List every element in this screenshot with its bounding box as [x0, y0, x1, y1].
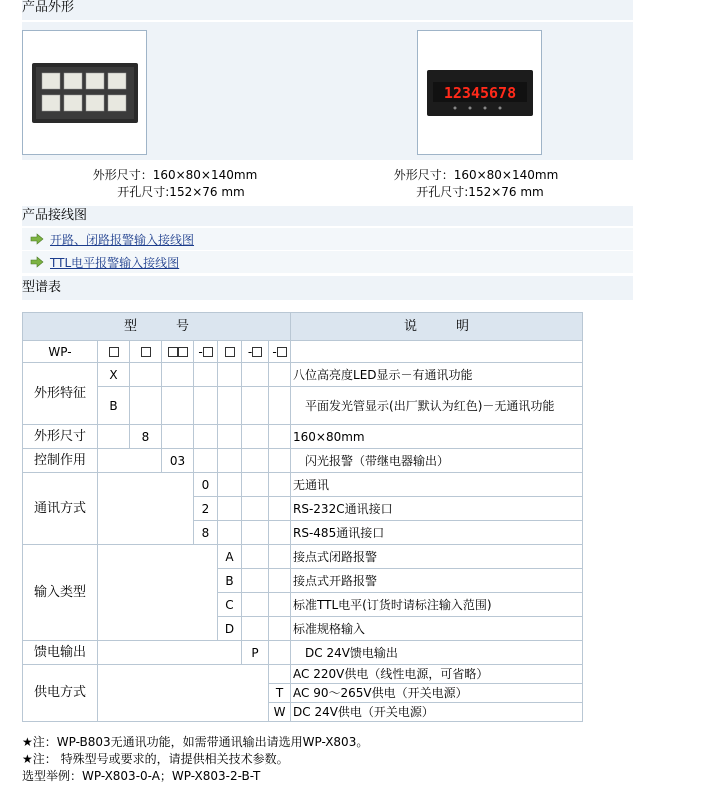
- category-control: 控制作用: [23, 449, 98, 473]
- table-row: [23, 665, 583, 684]
- code-ctrl: 03: [162, 449, 194, 473]
- desc-c2: RS-232C通讯接口: [291, 497, 583, 521]
- placeholder-box: [277, 347, 287, 357]
- arrow-right-icon: [30, 232, 44, 246]
- wiring-link-row-2: [22, 251, 633, 273]
- placeholder-box: [178, 347, 188, 357]
- notes: [22, 734, 368, 785]
- desc-ib: 接点式开路报警: [291, 569, 583, 593]
- placeholder-box: [252, 347, 262, 357]
- desc-dim: 160×80mm: [291, 425, 583, 449]
- category-power: 供电方式: [23, 665, 98, 722]
- code-p: P: [242, 641, 269, 665]
- table-row: [23, 545, 583, 569]
- code-c0: 0: [194, 473, 218, 497]
- desc-p: DC 24V馈电输出: [291, 641, 583, 665]
- separator: -: [272, 344, 277, 359]
- desc-b: 平面发光管显示(出厂默认为红色)－无通讯功能: [291, 387, 583, 425]
- code-x: X: [98, 363, 130, 387]
- wiring-link-open-closed[interactable]: 开路、闭路报警输入接线图: [50, 232, 195, 247]
- code-c2: 2: [194, 497, 218, 521]
- desc-c8: RS-485通讯接口: [291, 521, 583, 545]
- placeholder-box: [203, 347, 213, 357]
- code-id: D: [218, 617, 242, 641]
- separator: -: [198, 344, 203, 359]
- desc-ic: 标准TTL电平(订货时请标注输入范围): [291, 593, 583, 617]
- table-row-code: [23, 341, 583, 363]
- category-shape: 外形特征: [23, 363, 98, 425]
- product-photo-1[interactable]: [22, 30, 147, 155]
- alarm-panel-image: [30, 61, 140, 125]
- code-b: B: [98, 387, 130, 425]
- desc-p0: AC 220V供电（线性电源，可省略）: [291, 665, 583, 684]
- wiring-link-row-1: [22, 228, 633, 250]
- table-header-row: [23, 313, 583, 341]
- category-comm: 通讯方式: [23, 473, 98, 545]
- table-row: [23, 363, 583, 387]
- note-2: ★注： 特殊型号或要求的，请提供相关技术参数。: [22, 752, 289, 766]
- placeholder-box: [109, 347, 119, 357]
- led-digits: 12345678: [443, 83, 516, 102]
- wiring-link-ttl[interactable]: TTL电平报警输入接线图: [50, 255, 180, 270]
- table-row: [23, 473, 583, 497]
- section-band-wiring: [22, 206, 633, 226]
- header-model: 型 号: [23, 313, 291, 341]
- placeholder-box: [141, 347, 151, 357]
- desc-id: 标准规格输入: [291, 617, 583, 641]
- table-row: [23, 449, 583, 473]
- placeholder-box: [225, 347, 235, 357]
- code-ic: C: [218, 593, 242, 617]
- model-spectrum-table: [22, 312, 583, 722]
- product-2-cutout: 开孔尺寸:152×76 mm: [416, 185, 544, 199]
- category-dims: 外形尺寸: [23, 425, 98, 449]
- section-band-appearance: [22, 0, 633, 20]
- code-c8: 8: [194, 521, 218, 545]
- code-ia: A: [218, 545, 242, 569]
- desc-ctrl: 闪光报警（带继电器输出）: [291, 449, 583, 473]
- desc-pw: DC 24V供电（开关电源）: [291, 703, 583, 722]
- note-1: ★注：WP-B803无通讯功能，如需带通讯输出请选用WP-X803。: [22, 735, 369, 749]
- product-photo-2[interactable]: [417, 30, 542, 155]
- section-title-appearance: 产品外形: [22, 0, 75, 15]
- category-input: 输入类型: [23, 545, 98, 641]
- code-t: T: [269, 684, 291, 703]
- desc-pt: AC 90～265V供电（开关电源）: [291, 684, 583, 703]
- header-description: 说 明: [291, 313, 583, 341]
- code-prefix: WP-: [23, 341, 98, 363]
- code-w: W: [269, 703, 291, 722]
- product-1-cutout: 开孔尺寸:152×76 mm: [117, 185, 245, 199]
- led-panel-image: [425, 68, 535, 118]
- table-row: [23, 425, 583, 449]
- section-title-wiring: 产品接线图: [22, 208, 88, 223]
- code-ib: B: [218, 569, 242, 593]
- section-title-spectrum: 型谱表: [22, 280, 62, 295]
- product-2-size: 外形尺寸：160×80×140mm: [393, 168, 559, 182]
- note-example: 选型举例：WP-X803-0-A；WP-X803-2-B-T: [22, 769, 261, 783]
- code-dim: 8: [130, 425, 162, 449]
- arrow-right-icon: [30, 255, 44, 269]
- desc-ia: 接点式闭路报警: [291, 545, 583, 569]
- product-1-size: 外形尺寸：160×80×140mm: [92, 168, 258, 182]
- placeholder-box: [168, 347, 178, 357]
- section-band-spectrum: [22, 276, 633, 300]
- table-row: [23, 387, 583, 425]
- table-row: [23, 641, 583, 665]
- category-feed: 馈电输出: [23, 641, 98, 665]
- desc-c0: 无通讯: [291, 473, 583, 497]
- desc-x: 八位高亮度LED显示－有通讯功能: [291, 363, 583, 387]
- separator: -: [247, 344, 253, 359]
